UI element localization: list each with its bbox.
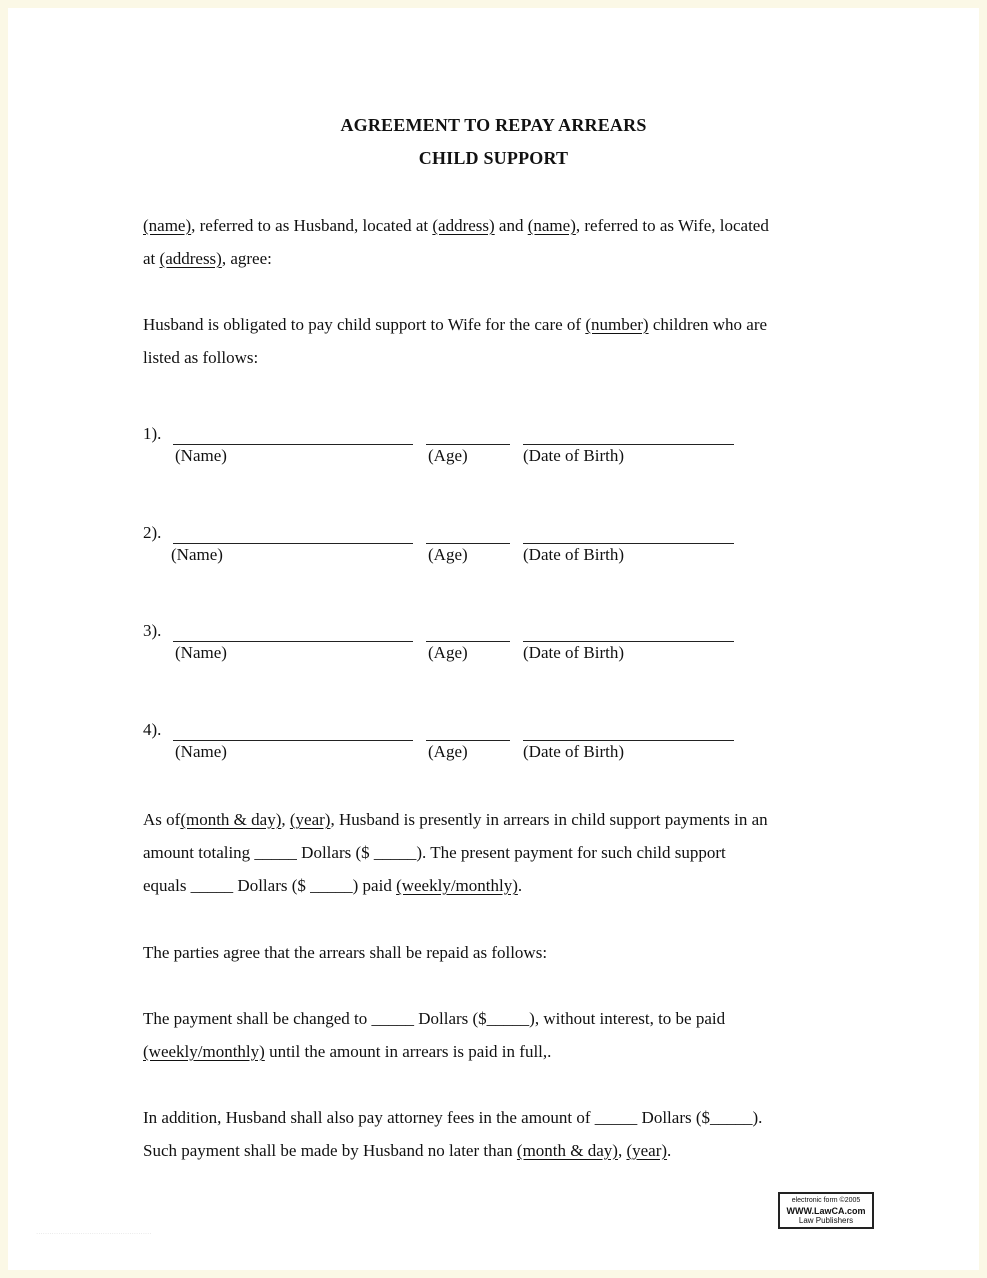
arrears-text: , Husband is presently in arrears in child support payments in an <box>330 810 768 829</box>
stamp-publisher: Law Publishers <box>798 1216 854 1225</box>
child-dob-field[interactable] <box>523 444 734 445</box>
fees-text: . <box>667 1141 672 1160</box>
child-age-field[interactable] <box>426 740 510 741</box>
child-row-1 <box>143 424 763 474</box>
child-age-field[interactable] <box>426 543 510 544</box>
arrears-frequency-field[interactable]: (weekly/monthly) <box>396 876 518 895</box>
child-row-2 <box>143 523 763 573</box>
child-age-label: (Age) <box>428 446 468 465</box>
arrears-year-field[interactable]: (year) <box>289 810 331 829</box>
child-age-field[interactable] <box>426 444 510 445</box>
obligation-text: listed as follows: <box>143 348 259 367</box>
child-name-field[interactable] <box>173 641 413 642</box>
payment-frequency-field[interactable]: (weekly/monthly) <box>143 1042 265 1061</box>
wife-address-field[interactable]: (address) <box>159 249 222 268</box>
child-dob-label: (Date of Birth) <box>523 643 625 662</box>
stamp-website: WWW.LawCA.com <box>786 1206 866 1216</box>
parties-paragraph <box>143 209 843 275</box>
repaid-paragraph <box>143 936 843 969</box>
payment-paragraph <box>143 1002 843 1068</box>
document-subtitle: CHILD SUPPORT <box>418 148 569 168</box>
arrears-text: , <box>281 810 286 829</box>
fees-paragraph <box>143 1101 843 1167</box>
child-number: 1). <box>143 424 162 443</box>
child-age-label: (Age) <box>428 643 468 662</box>
child-age-label: (Age) <box>428 545 468 564</box>
fees-text: Such payment shall be made by Husband no later than <box>143 1141 513 1160</box>
parties-text: , agree: <box>221 249 272 268</box>
child-row-3 <box>143 621 763 671</box>
fees-text: In addition, Husband shall also pay attorney fees in the amount of _____ Dollars ($_____). <box>143 1108 763 1127</box>
watermark: .................................................... <box>36 1227 152 1236</box>
husband-address-field[interactable]: (address) <box>432 216 495 235</box>
child-age-label: (Age) <box>428 742 468 761</box>
obligation-paragraph <box>143 308 843 374</box>
fees-year-field[interactable]: (year) <box>626 1141 668 1160</box>
parties-text: at <box>143 249 156 268</box>
child-dob-label: (Date of Birth) <box>523 742 625 761</box>
payment-text: until the amount in arrears is paid in full,. <box>269 1042 552 1061</box>
child-number: 2). <box>143 523 162 542</box>
arrears-text: equals _____ Dollars ($ _____) paid <box>143 876 392 895</box>
fees-text: , <box>617 1141 623 1160</box>
parties-text: and <box>498 216 524 235</box>
parties-text: , referred to as Husband, located at <box>191 216 429 235</box>
child-row-4 <box>143 720 763 770</box>
fees-month-day-field[interactable]: (month & day) <box>516 1141 618 1160</box>
publisher-stamp <box>778 1192 874 1229</box>
child-name-label: (Name) <box>175 446 227 465</box>
child-name-label: (Name) <box>175 643 227 662</box>
arrears-text: . <box>517 876 523 895</box>
wife-name-field[interactable]: (name) <box>527 216 576 235</box>
child-number: 4). <box>143 720 162 739</box>
parties-text: , referred to as Wife, located <box>575 216 769 235</box>
payment-text: The payment shall be changed to _____ Dollars ($_____), without interest, to be paid <box>143 1009 726 1028</box>
child-name-label: (Name) <box>171 545 223 564</box>
child-number: 3). <box>143 621 162 640</box>
child-name-label: (Name) <box>175 742 227 761</box>
child-dob-field[interactable] <box>523 543 734 544</box>
arrears-text: As of <box>143 810 181 829</box>
arrears-text: amount totaling _____ Dollars ($ _____). The present payment for such child support <box>143 843 726 862</box>
child-dob-field[interactable] <box>523 740 734 741</box>
stamp-copyright: electronic form ©2005 <box>791 1197 861 1204</box>
children-number-field[interactable]: (number) <box>585 315 649 334</box>
child-name-field[interactable] <box>173 444 413 445</box>
child-name-field[interactable] <box>173 543 413 544</box>
child-dob-label: (Date of Birth) <box>523 545 625 564</box>
document-title: AGREEMENT TO REPAY ARREARS <box>340 115 647 135</box>
child-dob-field[interactable] <box>523 641 734 642</box>
arrears-month-day-field[interactable]: (month & day) <box>180 810 282 829</box>
obligation-text: Husband is obligated to pay child support to Wife for the care of <box>143 315 582 334</box>
husband-name-field[interactable]: (name) <box>143 216 192 235</box>
child-dob-label: (Date of Birth) <box>523 446 625 465</box>
child-age-field[interactable] <box>426 641 510 642</box>
child-name-field[interactable] <box>173 740 413 741</box>
repaid-text: The parties agree that the arrears shall be repaid as follows: <box>143 943 548 962</box>
arrears-paragraph <box>143 803 843 902</box>
obligation-text: children who are <box>652 315 768 334</box>
